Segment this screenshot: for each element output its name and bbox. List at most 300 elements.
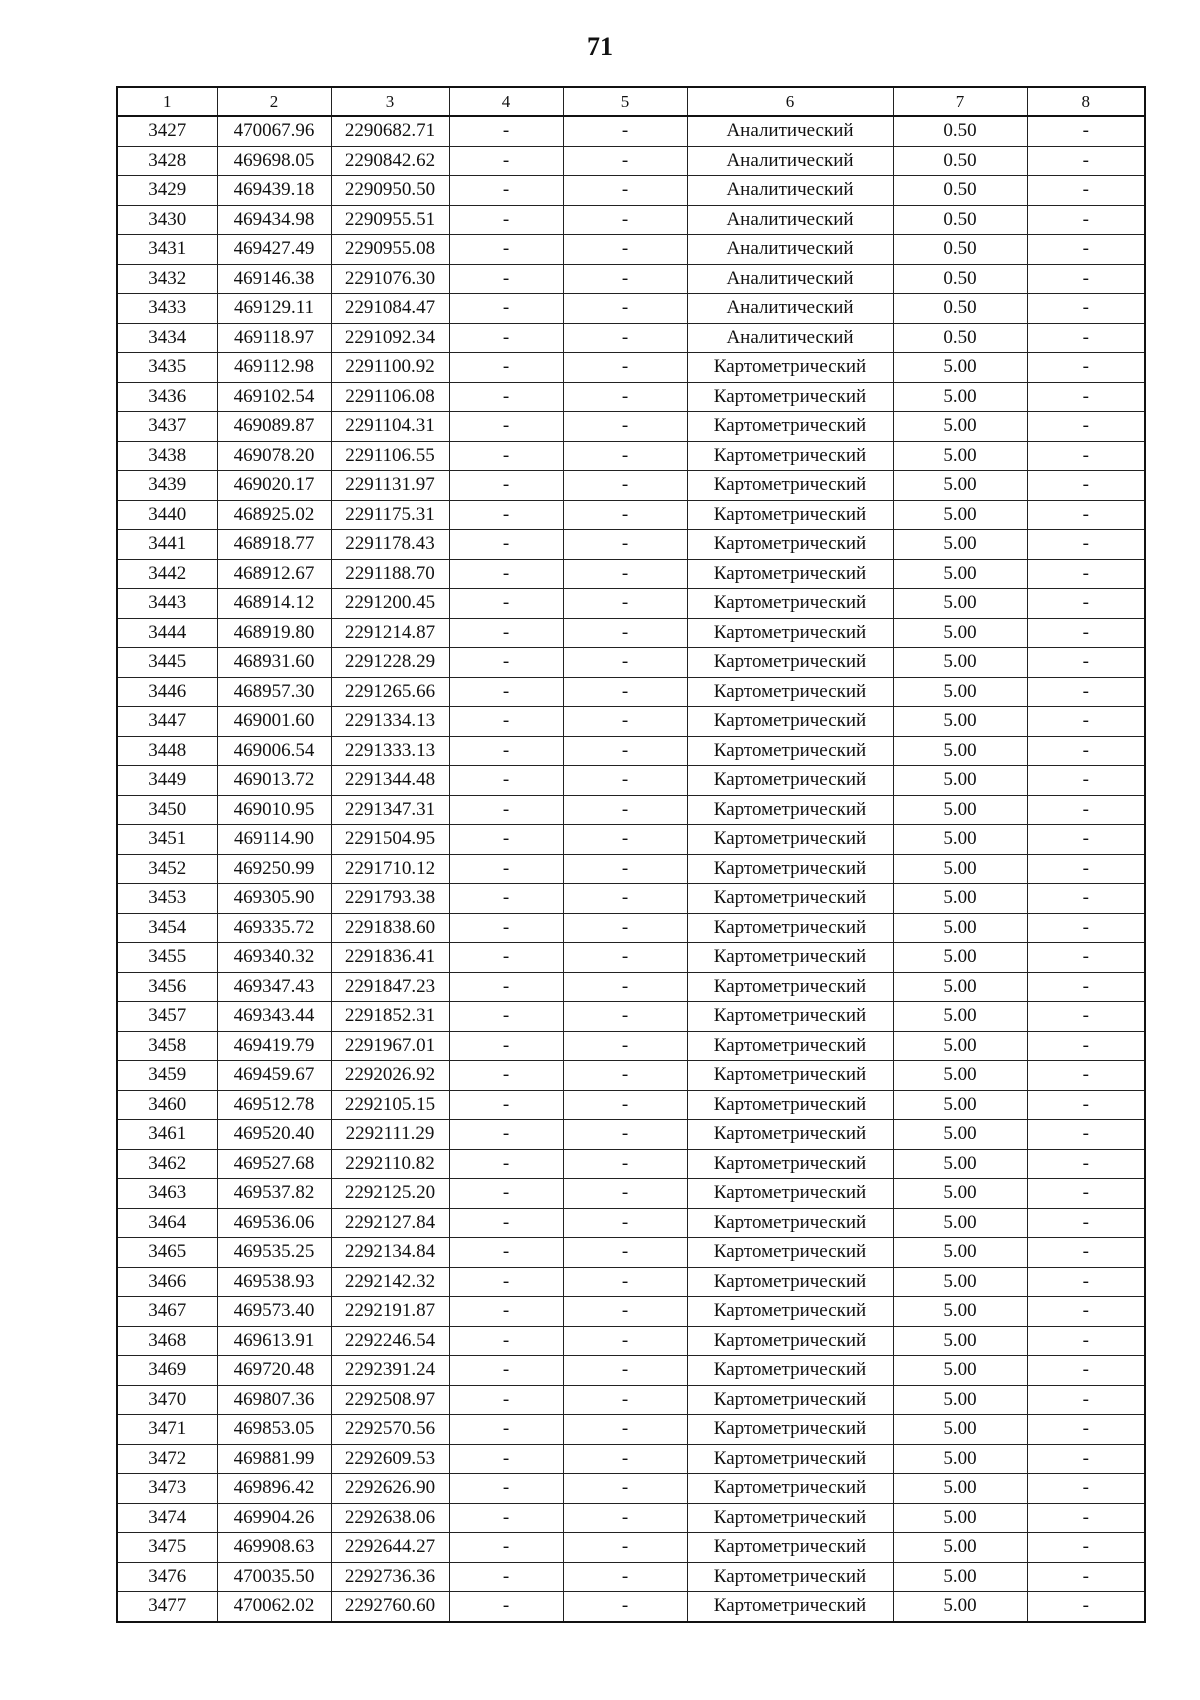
table-row: [117, 972, 1145, 1002]
table-row: [117, 530, 1145, 560]
table-row: [117, 766, 1145, 796]
table-cell-col-6: Аналитический: [687, 323, 893, 353]
table-cell-col-6: Картометрический: [687, 854, 893, 884]
header-cell-7: 7: [893, 87, 1027, 116]
table-cell-col-6: Картометрический: [687, 589, 893, 619]
table-cell-col-6: Картометрический: [687, 1326, 893, 1356]
table-cell-col-7: 5.00: [893, 471, 1027, 501]
table-cell-col-6: Картометрический: [687, 1592, 893, 1622]
table-cell-col-4: -: [449, 1562, 563, 1592]
table-cell-col-7: 0.50: [893, 205, 1027, 235]
table-cell-col-2: 468957.30: [217, 677, 331, 707]
table-cell-col-4: -: [449, 412, 563, 442]
table-cell-col-3: 2292026.92: [331, 1061, 449, 1091]
table-cell-col-6: Картометрический: [687, 618, 893, 648]
table-cell-col-7: 0.50: [893, 294, 1027, 324]
table-row: [117, 1474, 1145, 1504]
table-cell-col-8: -: [1027, 1120, 1145, 1150]
table-cell-col-1: 3431: [117, 235, 217, 265]
table-cell-col-4: -: [449, 766, 563, 796]
table-cell-col-7: 5.00: [893, 1326, 1027, 1356]
table-cell-col-1: 3472: [117, 1444, 217, 1474]
table-cell-col-3: 2291504.95: [331, 825, 449, 855]
table-cell-col-8: -: [1027, 854, 1145, 884]
table-cell-col-3: 2292508.97: [331, 1385, 449, 1415]
table-cell-col-3: 2291836.41: [331, 943, 449, 973]
table-cell-col-8: -: [1027, 766, 1145, 796]
table-cell-col-7: 0.50: [893, 146, 1027, 176]
table-cell-col-1: 3436: [117, 382, 217, 412]
table-cell-col-7: 5.00: [893, 1149, 1027, 1179]
table-cell-col-7: 5.00: [893, 736, 1027, 766]
table-cell-col-3: 2292134.84: [331, 1238, 449, 1268]
table-cell-col-8: -: [1027, 648, 1145, 678]
table-cell-col-8: -: [1027, 736, 1145, 766]
table-cell-col-2: 469114.90: [217, 825, 331, 855]
table-cell-col-4: -: [449, 854, 563, 884]
table-cell-col-3: 2291344.48: [331, 766, 449, 796]
table-cell-col-1: 3462: [117, 1149, 217, 1179]
table-cell-col-3: 2291092.34: [331, 323, 449, 353]
table-cell-col-7: 5.00: [893, 559, 1027, 589]
table-cell-col-3: 2290842.62: [331, 146, 449, 176]
coordinates-table: [116, 86, 1146, 1623]
table-cell-col-8: -: [1027, 412, 1145, 442]
table-cell-col-3: 2291347.31: [331, 795, 449, 825]
table-cell-col-5: -: [563, 1002, 687, 1032]
table-cell-col-5: -: [563, 1474, 687, 1504]
table-cell-col-1: 3437: [117, 412, 217, 442]
table-cell-col-8: -: [1027, 441, 1145, 471]
table-cell-col-5: -: [563, 323, 687, 353]
table-cell-col-1: 3474: [117, 1503, 217, 1533]
table-cell-col-7: 5.00: [893, 1474, 1027, 1504]
table-cell-col-5: -: [563, 530, 687, 560]
table-cell-col-3: 2292570.56: [331, 1415, 449, 1445]
table-cell-col-4: -: [449, 500, 563, 530]
table-cell-col-1: 3477: [117, 1592, 217, 1622]
table-cell-col-8: -: [1027, 1149, 1145, 1179]
table-cell-col-1: 3439: [117, 471, 217, 501]
table-cell-col-6: Картометрический: [687, 795, 893, 825]
table-cell-col-1: 3446: [117, 677, 217, 707]
table-cell-col-1: 3432: [117, 264, 217, 294]
table-cell-col-4: -: [449, 1533, 563, 1563]
table-cell-col-3: 2291710.12: [331, 854, 449, 884]
table-cell-col-4: -: [449, 176, 563, 206]
table-cell-col-4: -: [449, 1031, 563, 1061]
table-cell-col-1: 3443: [117, 589, 217, 619]
table-row: [117, 825, 1145, 855]
table-cell-col-5: -: [563, 589, 687, 619]
table-cell-col-6: Картометрический: [687, 500, 893, 530]
table-row: [117, 736, 1145, 766]
header-cell-1: 1: [117, 87, 217, 116]
table-cell-col-4: -: [449, 1149, 563, 1179]
table-row: [117, 648, 1145, 678]
table-cell-col-1: 3461: [117, 1120, 217, 1150]
table-cell-col-1: 3442: [117, 559, 217, 589]
table-row: [117, 1267, 1145, 1297]
table-cell-col-1: 3452: [117, 854, 217, 884]
table-cell-col-5: -: [563, 441, 687, 471]
table-row: [117, 1503, 1145, 1533]
table-cell-col-5: -: [563, 1238, 687, 1268]
table-cell-col-2: 469010.95: [217, 795, 331, 825]
table-cell-col-3: 2292638.06: [331, 1503, 449, 1533]
table-cell-col-3: 2292626.90: [331, 1474, 449, 1504]
table-cell-col-6: Картометрический: [687, 1444, 893, 1474]
table-cell-col-2: 468919.80: [217, 618, 331, 648]
table-cell-col-5: -: [563, 500, 687, 530]
table-cell-col-7: 5.00: [893, 618, 1027, 648]
table-cell-col-7: 5.00: [893, 1297, 1027, 1327]
table-cell-col-2: 469427.49: [217, 235, 331, 265]
table-cell-col-2: 468931.60: [217, 648, 331, 678]
table-cell-col-1: 3465: [117, 1238, 217, 1268]
table-cell-col-1: 3444: [117, 618, 217, 648]
table-cell-col-8: -: [1027, 1474, 1145, 1504]
table-cell-col-6: Картометрический: [687, 736, 893, 766]
table-cell-col-3: 2291076.30: [331, 264, 449, 294]
table-cell-col-3: 2292110.82: [331, 1149, 449, 1179]
table-cell-col-3: 2291793.38: [331, 884, 449, 914]
table-cell-col-6: Картометрический: [687, 943, 893, 973]
table-cell-col-3: 2292105.15: [331, 1090, 449, 1120]
table-cell-col-6: Аналитический: [687, 205, 893, 235]
table-cell-col-8: -: [1027, 176, 1145, 206]
table-cell-col-6: Картометрический: [687, 1238, 893, 1268]
table-cell-col-1: 3448: [117, 736, 217, 766]
table-cell-col-3: 2292125.20: [331, 1179, 449, 1209]
table-cell-col-5: -: [563, 1061, 687, 1091]
table-cell-col-7: 0.50: [893, 323, 1027, 353]
table-cell-col-6: Картометрический: [687, 1385, 893, 1415]
table-cell-col-7: 0.50: [893, 176, 1027, 206]
table-cell-col-2: 469078.20: [217, 441, 331, 471]
table-cell-col-6: Картометрический: [687, 559, 893, 589]
table-cell-col-6: Картометрический: [687, 1503, 893, 1533]
table-cell-col-2: 470035.50: [217, 1562, 331, 1592]
table-cell-col-6: Картометрический: [687, 1562, 893, 1592]
table-cell-col-1: 3473: [117, 1474, 217, 1504]
table-cell-col-3: 2292191.87: [331, 1297, 449, 1327]
table-cell-col-3: 2292736.36: [331, 1562, 449, 1592]
table-cell-col-2: 469340.32: [217, 943, 331, 973]
table-cell-col-8: -: [1027, 205, 1145, 235]
table-cell-col-3: 2291967.01: [331, 1031, 449, 1061]
table-cell-col-3: 2292760.60: [331, 1592, 449, 1622]
table-cell-col-7: 5.00: [893, 530, 1027, 560]
table-row: [117, 677, 1145, 707]
table-cell-col-3: 2291175.31: [331, 500, 449, 530]
table-cell-col-2: 469527.68: [217, 1149, 331, 1179]
table-cell-col-2: 469904.26: [217, 1503, 331, 1533]
table-cell-col-5: -: [563, 1444, 687, 1474]
table-row: [117, 1120, 1145, 1150]
table-cell-col-3: 2291188.70: [331, 559, 449, 589]
table-cell-col-6: Аналитический: [687, 264, 893, 294]
table-cell-col-8: -: [1027, 353, 1145, 383]
table-cell-col-4: -: [449, 1090, 563, 1120]
table-cell-col-8: -: [1027, 972, 1145, 1002]
table-cell-col-3: 2290950.50: [331, 176, 449, 206]
table-cell-col-6: Аналитический: [687, 116, 893, 146]
table-cell-col-2: 469112.98: [217, 353, 331, 383]
table-cell-col-2: 469538.93: [217, 1267, 331, 1297]
table-cell-col-2: 469720.48: [217, 1356, 331, 1386]
table-cell-col-6: Картометрический: [687, 648, 893, 678]
table-cell-col-3: 2292391.24: [331, 1356, 449, 1386]
table-cell-col-5: -: [563, 412, 687, 442]
table-row: [117, 1002, 1145, 1032]
table-cell-col-4: -: [449, 1474, 563, 1504]
table-cell-col-3: 2291100.92: [331, 353, 449, 383]
table-cell-col-8: -: [1027, 1562, 1145, 1592]
table-cell-col-4: -: [449, 707, 563, 737]
header-cell-5: 5: [563, 87, 687, 116]
table-cell-col-8: -: [1027, 1297, 1145, 1327]
table-cell-col-1: 3449: [117, 766, 217, 796]
table-cell-col-7: 5.00: [893, 1385, 1027, 1415]
table-cell-col-8: -: [1027, 1179, 1145, 1209]
table-cell-col-1: 3429: [117, 176, 217, 206]
table-cell-col-2: 469537.82: [217, 1179, 331, 1209]
table-cell-col-4: -: [449, 1238, 563, 1268]
table-cell-col-2: 469434.98: [217, 205, 331, 235]
table-cell-col-8: -: [1027, 884, 1145, 914]
table-cell-col-7: 5.00: [893, 677, 1027, 707]
table-row: [117, 382, 1145, 412]
header-cell-6: 6: [687, 87, 893, 116]
table-cell-col-1: 3468: [117, 1326, 217, 1356]
table-cell-col-2: 469573.40: [217, 1297, 331, 1327]
table-row: [117, 412, 1145, 442]
table-row: [117, 884, 1145, 914]
table-row: [117, 1385, 1145, 1415]
table-cell-col-2: 470062.02: [217, 1592, 331, 1622]
table-cell-col-7: 5.00: [893, 1031, 1027, 1061]
table-cell-col-6: Картометрический: [687, 1179, 893, 1209]
table-cell-col-2: 468912.67: [217, 559, 331, 589]
table-cell-col-2: 469020.17: [217, 471, 331, 501]
table-cell-col-5: -: [563, 1179, 687, 1209]
table-cell-col-8: -: [1027, 825, 1145, 855]
table-cell-col-8: -: [1027, 1002, 1145, 1032]
table-cell-col-1: 3457: [117, 1002, 217, 1032]
table-cell-col-5: -: [563, 736, 687, 766]
table-row: [117, 323, 1145, 353]
table-cell-col-2: 469896.42: [217, 1474, 331, 1504]
table-cell-col-2: 469613.91: [217, 1326, 331, 1356]
table-cell-col-4: -: [449, 382, 563, 412]
table-cell-col-8: -: [1027, 1061, 1145, 1091]
table-cell-col-4: -: [449, 943, 563, 973]
table-cell-col-7: 5.00: [893, 382, 1027, 412]
table-cell-col-5: -: [563, 795, 687, 825]
table-cell-col-7: 5.00: [893, 589, 1027, 619]
table-cell-col-5: -: [563, 1149, 687, 1179]
table-cell-col-8: -: [1027, 1415, 1145, 1445]
header-row: [117, 87, 1145, 116]
table-cell-col-8: -: [1027, 559, 1145, 589]
table-row: [117, 1562, 1145, 1592]
table-cell-col-1: 3460: [117, 1090, 217, 1120]
table-cell-col-8: -: [1027, 677, 1145, 707]
table-cell-col-2: 469343.44: [217, 1002, 331, 1032]
table-row: [117, 707, 1145, 737]
table-cell-col-1: 3471: [117, 1415, 217, 1445]
table-cell-col-4: -: [449, 530, 563, 560]
table-cell-col-6: Картометрический: [687, 884, 893, 914]
table-cell-col-3: 2291106.08: [331, 382, 449, 412]
table-cell-col-2: 469520.40: [217, 1120, 331, 1150]
table-cell-col-1: 3475: [117, 1533, 217, 1563]
table-cell-col-6: Картометрический: [687, 766, 893, 796]
table-cell-col-4: -: [449, 795, 563, 825]
table-cell-col-1: 3435: [117, 353, 217, 383]
table-cell-col-6: Аналитический: [687, 235, 893, 265]
table-cell-col-7: 5.00: [893, 1208, 1027, 1238]
table-cell-col-5: -: [563, 1208, 687, 1238]
table-row: [117, 1415, 1145, 1445]
table-cell-col-3: 2291178.43: [331, 530, 449, 560]
table-cell-col-5: -: [563, 294, 687, 324]
table-cell-col-2: 470067.96: [217, 116, 331, 146]
table-cell-col-7: 5.00: [893, 1002, 1027, 1032]
table-cell-col-5: -: [563, 677, 687, 707]
table-cell-col-4: -: [449, 972, 563, 1002]
table-row: [117, 205, 1145, 235]
table-cell-col-2: 469459.67: [217, 1061, 331, 1091]
table-cell-col-3: 2291214.87: [331, 618, 449, 648]
table-row: [117, 943, 1145, 973]
table-cell-col-6: Картометрический: [687, 707, 893, 737]
table-cell-col-6: Картометрический: [687, 1002, 893, 1032]
table-cell-col-8: -: [1027, 1444, 1145, 1474]
table-cell-col-7: 5.00: [893, 1179, 1027, 1209]
table-cell-col-2: 469305.90: [217, 884, 331, 914]
table-cell-col-7: 0.50: [893, 116, 1027, 146]
table-cell-col-2: 469807.36: [217, 1385, 331, 1415]
table-cell-col-6: Картометрический: [687, 382, 893, 412]
table-cell-col-5: -: [563, 1356, 687, 1386]
table-cell-col-1: 3455: [117, 943, 217, 973]
table-cell-col-7: 5.00: [893, 1090, 1027, 1120]
table-cell-col-2: 469512.78: [217, 1090, 331, 1120]
table-cell-col-4: -: [449, 1326, 563, 1356]
table-cell-col-4: -: [449, 618, 563, 648]
table-cell-col-7: 5.00: [893, 1503, 1027, 1533]
table-cell-col-4: -: [449, 116, 563, 146]
table-cell-col-4: -: [449, 146, 563, 176]
table-row: [117, 854, 1145, 884]
table-cell-col-7: 5.00: [893, 441, 1027, 471]
table-cell-col-6: Картометрический: [687, 1031, 893, 1061]
table-cell-col-8: -: [1027, 1592, 1145, 1622]
table-cell-col-4: -: [449, 1208, 563, 1238]
table-cell-col-7: 5.00: [893, 943, 1027, 973]
table-row: [117, 116, 1145, 146]
table-cell-col-2: 468925.02: [217, 500, 331, 530]
table-cell-col-5: -: [563, 618, 687, 648]
table-row: [117, 559, 1145, 589]
table-cell-col-6: Картометрический: [687, 1120, 893, 1150]
table-cell-col-8: -: [1027, 323, 1145, 353]
table-cell-col-7: 5.00: [893, 795, 1027, 825]
table-cell-col-6: Картометрический: [687, 1297, 893, 1327]
table-cell-col-1: 3459: [117, 1061, 217, 1091]
table-cell-col-1: 3467: [117, 1297, 217, 1327]
table-cell-col-7: 5.00: [893, 353, 1027, 383]
table-cell-col-4: -: [449, 323, 563, 353]
table-cell-col-8: -: [1027, 116, 1145, 146]
table-row: [117, 353, 1145, 383]
table-cell-col-5: -: [563, 1297, 687, 1327]
table-cell-col-4: -: [449, 1297, 563, 1327]
table-cell-col-8: -: [1027, 1385, 1145, 1415]
table-cell-col-5: -: [563, 146, 687, 176]
table-cell-col-2: 469535.25: [217, 1238, 331, 1268]
table-cell-col-7: 5.00: [893, 1592, 1027, 1622]
table-cell-col-5: -: [563, 1385, 687, 1415]
table-cell-col-4: -: [449, 736, 563, 766]
table-cell-col-1: 3438: [117, 441, 217, 471]
table-cell-col-7: 5.00: [893, 1562, 1027, 1592]
table-cell-col-2: 469129.11: [217, 294, 331, 324]
table-cell-col-2: 469102.54: [217, 382, 331, 412]
table-cell-col-2: 469335.72: [217, 913, 331, 943]
table-cell-col-4: -: [449, 471, 563, 501]
table-cell-col-1: 3469: [117, 1356, 217, 1386]
table-row: [117, 795, 1145, 825]
table-row: [117, 1533, 1145, 1563]
table-cell-col-8: -: [1027, 1326, 1145, 1356]
table-cell-col-7: 5.00: [893, 648, 1027, 678]
table-cell-col-2: 469146.38: [217, 264, 331, 294]
table-cell-col-5: -: [563, 1592, 687, 1622]
header-cell-4: 4: [449, 87, 563, 116]
table-cell-col-2: 469536.06: [217, 1208, 331, 1238]
table-cell-col-8: -: [1027, 943, 1145, 973]
table-cell-col-3: 2291104.31: [331, 412, 449, 442]
table-cell-col-4: -: [449, 1061, 563, 1091]
table-cell-col-8: -: [1027, 264, 1145, 294]
table-cell-col-8: -: [1027, 1208, 1145, 1238]
table-cell-col-8: -: [1027, 589, 1145, 619]
table-cell-col-1: 3463: [117, 1179, 217, 1209]
table-cell-col-7: 5.00: [893, 1356, 1027, 1386]
table-cell-col-3: 2291333.13: [331, 736, 449, 766]
table-cell-col-6: Картометрический: [687, 1208, 893, 1238]
table-cell-col-3: 2291852.31: [331, 1002, 449, 1032]
table-cell-col-1: 3441: [117, 530, 217, 560]
table-cell-col-2: 469013.72: [217, 766, 331, 796]
table-cell-col-3: 2291131.97: [331, 471, 449, 501]
table-cell-col-4: -: [449, 1592, 563, 1622]
table-cell-col-2: 469001.60: [217, 707, 331, 737]
table-cell-col-7: 5.00: [893, 854, 1027, 884]
table-cell-col-6: Картометрический: [687, 1415, 893, 1445]
table-cell-col-4: -: [449, 589, 563, 619]
table-row: [117, 441, 1145, 471]
table-cell-col-5: -: [563, 943, 687, 973]
table-cell-col-2: 468914.12: [217, 589, 331, 619]
table-cell-col-5: -: [563, 854, 687, 884]
table-cell-col-2: 469006.54: [217, 736, 331, 766]
table-cell-col-2: 469439.18: [217, 176, 331, 206]
table-cell-col-3: 2290955.08: [331, 235, 449, 265]
